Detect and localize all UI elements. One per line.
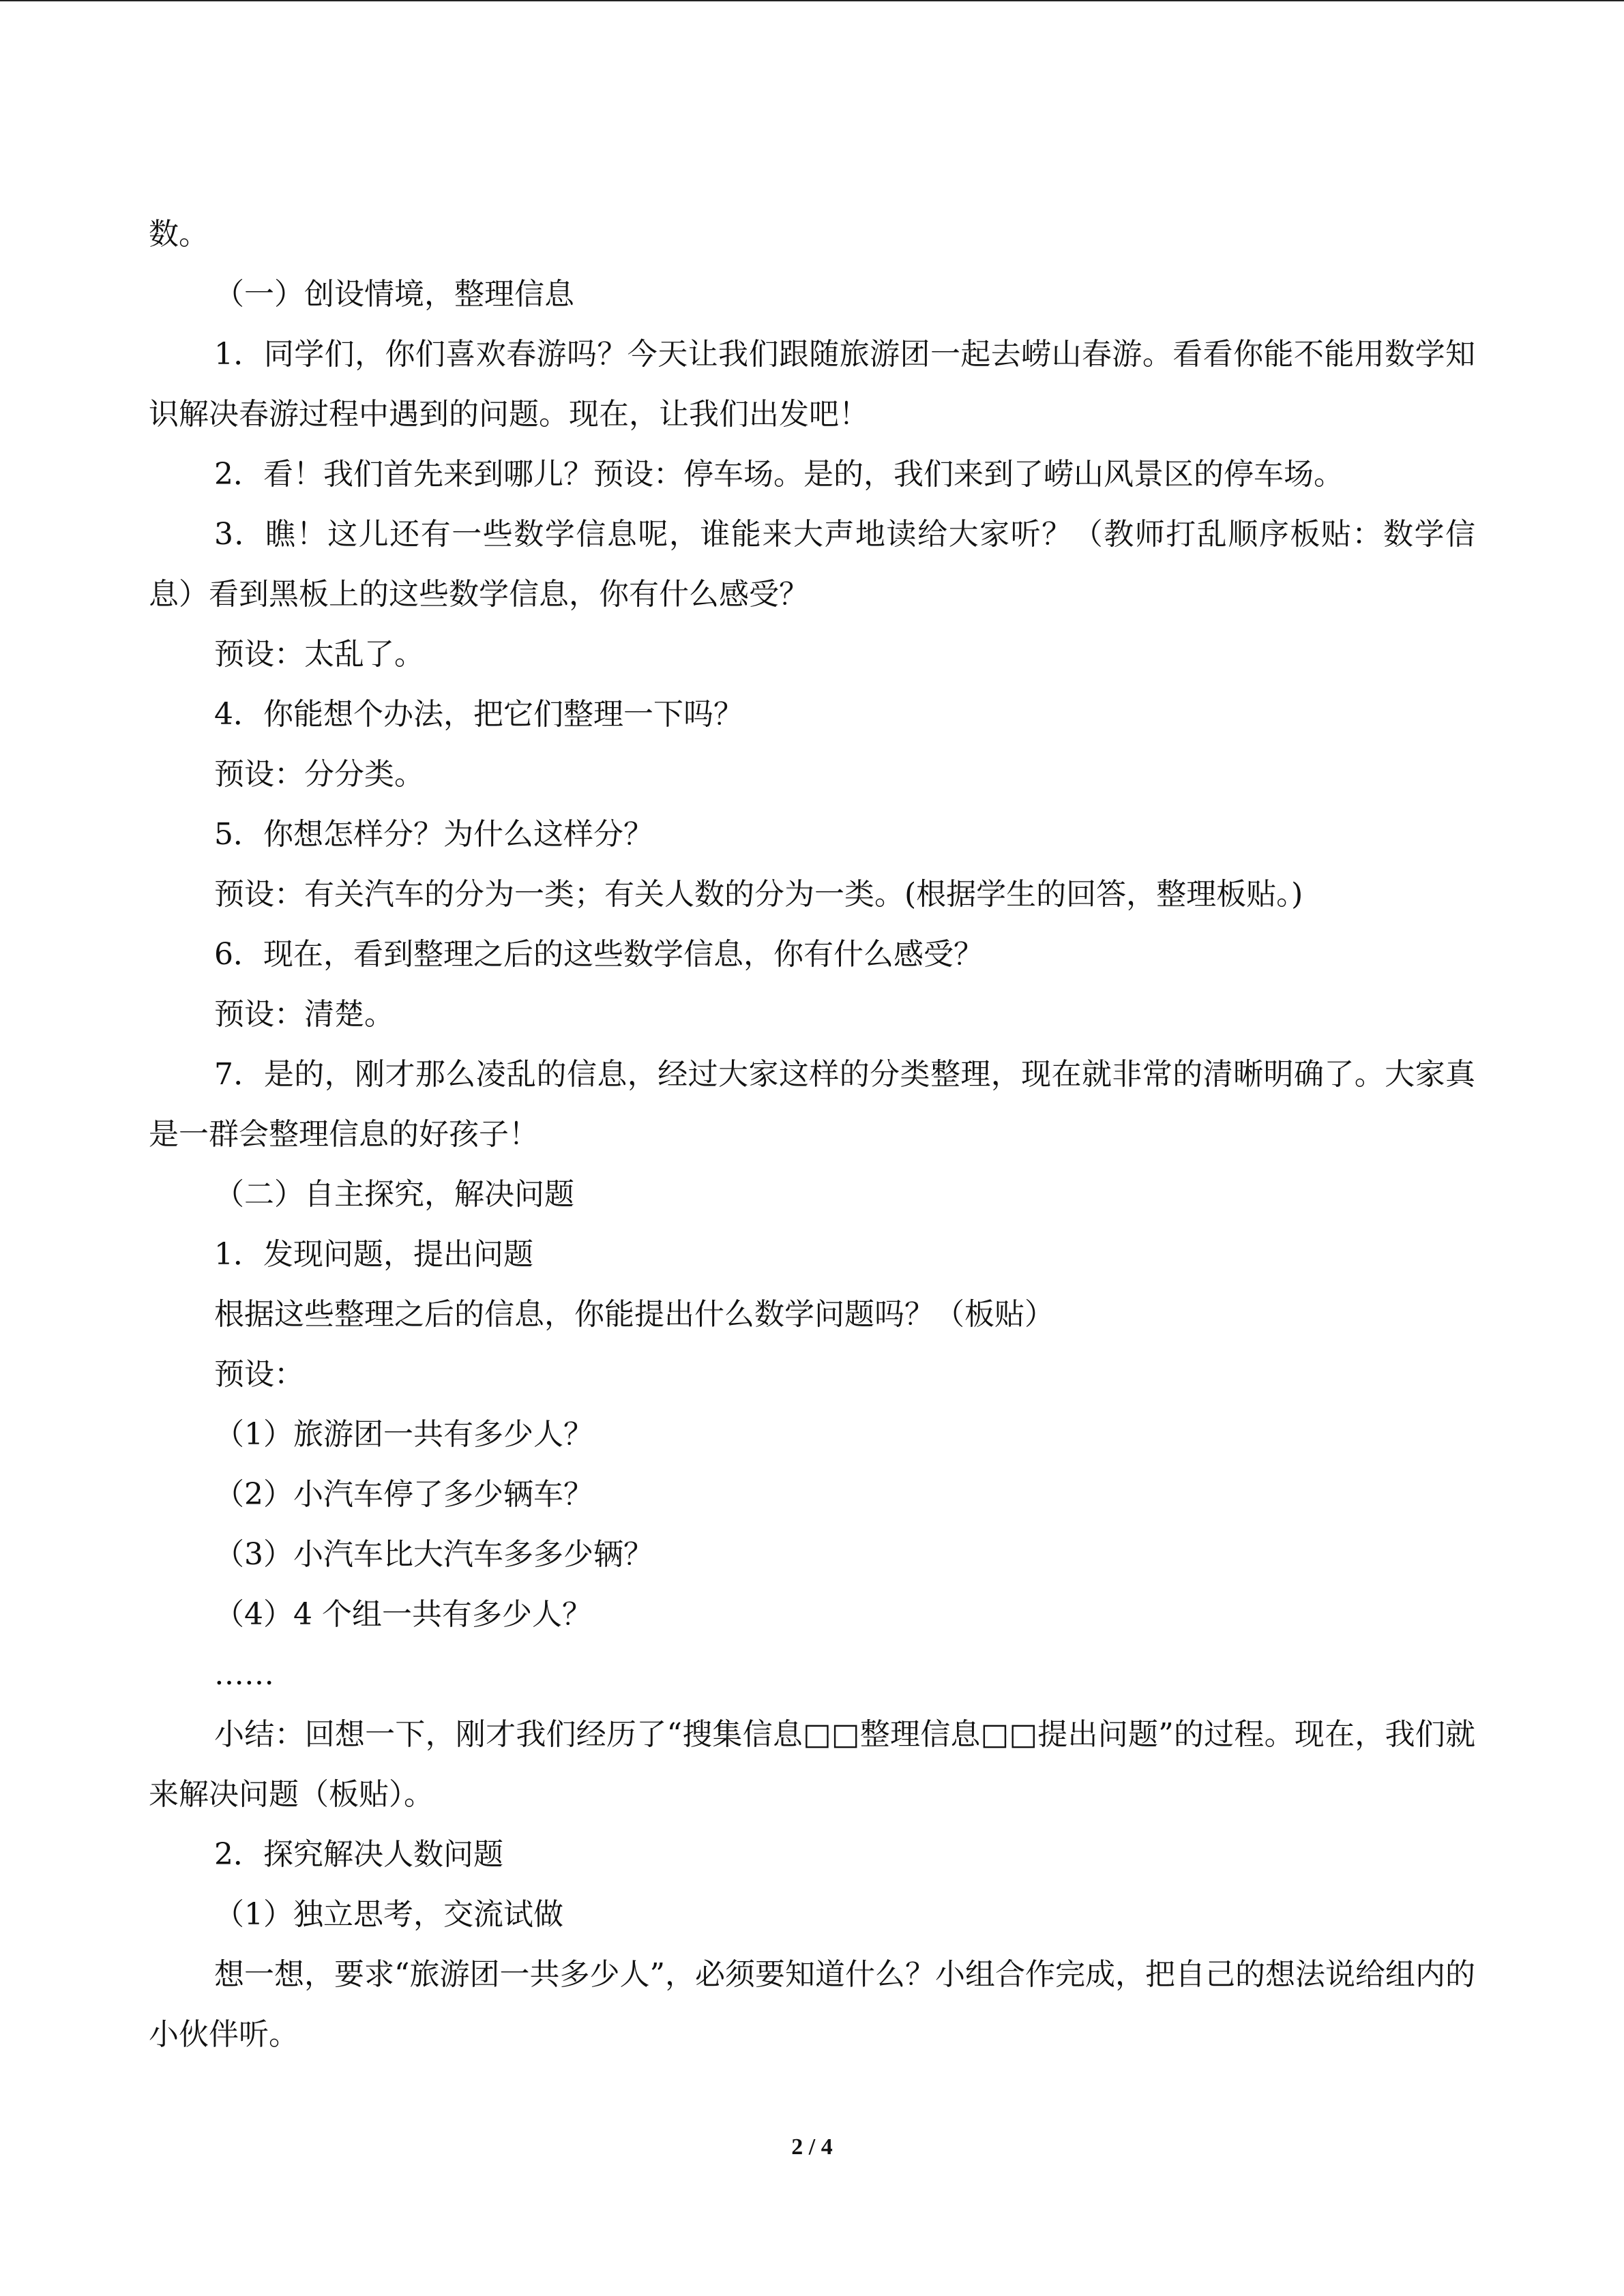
paragraph: 小结：回想一下，刚才我们经历了“搜集信息□□整理信息□□提出问题”的过程。现在，我们就来解决问题（板贴）。	[149, 1717, 1475, 1812]
paragraph: 7．是的，刚才那么凌乱的信息，经过大家这样的分类整理，现在就非常的清晰明确了。大家真是一群会整理信息的好孩子！	[149, 1057, 1475, 1152]
paragraph: 1．同学们，你们喜欢春游吗？今天让我们跟随旅游团一起去崂山春游。看看你能不能用数学知识解决春游过程中遇到的问题。现在，让我们出发吧！	[149, 337, 1475, 432]
paragraph: 2．看！我们首先来到哪儿？预设：停车场。是的，我们来到了崂山风景区的停车场。	[214, 457, 1344, 492]
paragraph: 根据这些整理之后的信息，你能提出什么数学问题吗？（板贴）	[214, 1297, 1054, 1332]
paragraph: 预设：太乱了。	[214, 637, 424, 672]
paragraph: 5．你想怎样分？为什么这样分？	[214, 817, 653, 852]
paragraph: 想一想，要求“旅游团一共多少人”，必须要知道什么？小组合作完成，把自己的想法说给组内的小伙伴听。	[149, 1957, 1475, 2052]
paragraph: 6．现在，看到整理之后的这些数学信息，你有什么感受？	[214, 937, 984, 972]
list-item: （2）小汽车停了多少辆车？	[214, 1477, 593, 1512]
paragraph: 4．你能想个办法，把它们整理一下吗？	[214, 697, 743, 732]
section-heading-2: （二）自主探究，解决问题	[214, 1177, 574, 1212]
paragraph-continuation: 数。	[149, 217, 209, 252]
page-number: 2 / 4	[791, 2134, 833, 2160]
sub-heading: 2．探究解决人数问题	[214, 1837, 503, 1872]
sub-heading: （1）独立思考，交流试做	[214, 1897, 563, 1932]
paragraph: 预设：分分类。	[214, 757, 424, 792]
paragraph: 预设：有关汽车的分为一类；有关人数的分为一类。(根据学生的回答，整理板贴。)	[214, 877, 1303, 912]
paragraph: 3．瞧！这儿还有一些数学信息呢，谁能来大声地读给大家听？（教师打乱顺序板贴：数学信息）看到黑板上的这些数学信息，你有什么感受？	[149, 517, 1475, 612]
top-border-line	[0, 0, 1624, 1]
list-item: （3）小汽车比大汽车多多少辆？	[214, 1537, 653, 1572]
list-item: （1）旅游团一共有多少人？	[214, 1417, 593, 1452]
paragraph: 预设：	[214, 1357, 304, 1392]
paragraph: 预设：清楚。	[214, 997, 394, 1032]
list-item: （4）4 个组一共有多少人？	[214, 1597, 592, 1632]
sub-heading: 1．发现问题，提出问题	[214, 1237, 533, 1272]
section-heading-1: （一）创设情境，整理信息	[214, 277, 574, 312]
ellipsis: ……	[214, 1657, 274, 1692]
document-body	[149, 205, 1475, 2065]
